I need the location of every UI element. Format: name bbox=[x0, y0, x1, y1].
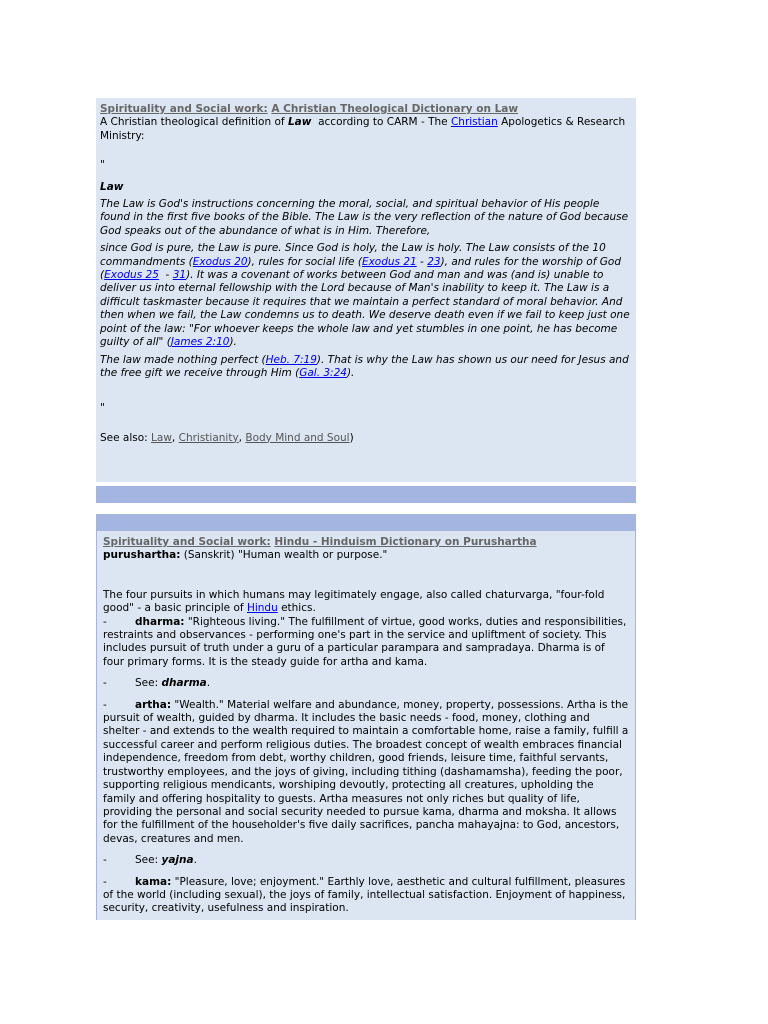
see-dharma bbox=[103, 677, 629, 690]
entry-term: purushartha: bbox=[103, 549, 181, 562]
christian-law-entry bbox=[96, 98, 636, 482]
period: . bbox=[206, 677, 211, 690]
text-span: ). That is why the Law has shown us our need for Jesus and the free gift we receive through Him ( bbox=[100, 353, 629, 379]
text-span: The four pursuits in which humans may legitimately engage, also called chaturvarga, "four-fold good" - a basic principle of bbox=[103, 588, 605, 615]
see-also-law-link[interactable]: Law bbox=[151, 431, 172, 444]
section-header bbox=[103, 536, 629, 549]
see-also-christianity-link[interactable]: Christianity bbox=[178, 431, 239, 444]
artha-item bbox=[103, 699, 629, 846]
entry-def-text: (Sanskrit) "Human wealth or purpose." bbox=[180, 549, 388, 562]
bullet-dash: - bbox=[103, 875, 107, 888]
text-span: The law made nothing perfect ( bbox=[100, 353, 266, 366]
bullet-dash: - bbox=[103, 854, 107, 867]
exodus-31-link[interactable]: 31 bbox=[172, 269, 187, 282]
divider-bar bbox=[96, 486, 636, 503]
intro-text-part: according to CARM - The bbox=[311, 116, 451, 129]
intro-term: Law bbox=[287, 116, 312, 129]
kama-item bbox=[103, 876, 629, 916]
section-header bbox=[100, 103, 632, 116]
see-also-body-mind-soul-link[interactable]: Body Mind and Soul bbox=[245, 431, 350, 444]
entry-term: Law bbox=[100, 180, 124, 193]
close-quote: " bbox=[100, 402, 105, 415]
hebrews-7-19-link[interactable]: Heb. 7:19 bbox=[265, 353, 317, 366]
paragraph-3 bbox=[100, 354, 632, 381]
intro-text bbox=[103, 589, 629, 616]
see-label: See: bbox=[135, 677, 162, 690]
dharma-text: "Righteous living." The fulfillment of virtue, good works, duties and responsibilities, restraints and observances - performing one's part in the service and upliftment of society. This includes pursuit of truth under a guru of a particular parampara and sampradaya. Dharma is of four primary forms. It is the steady guide for artha and kama. bbox=[103, 615, 627, 668]
james-2-10-link[interactable]: James 2:10 bbox=[170, 336, 230, 349]
christian-link[interactable]: Christian bbox=[450, 116, 498, 129]
text-span: - bbox=[416, 255, 428, 268]
see-dharma-term: dharma bbox=[161, 677, 207, 690]
see-also bbox=[100, 432, 632, 445]
see-also-label: See also: bbox=[100, 431, 152, 444]
separator: ) bbox=[349, 431, 354, 444]
divider-bar bbox=[96, 514, 636, 531]
bullet-dash: - bbox=[103, 698, 107, 711]
header-dictionary-link[interactable]: Hindu - Hinduism Dictionary on Purushartha bbox=[274, 536, 537, 548]
bullet-dash: - bbox=[103, 615, 107, 628]
kama-text: "Pleasure, love; enjoyment." Earthly love, aesthetic and cultural fulfillment, pleasures of the world (including sexual), the joys of family, intellectual satisfaction. Enjoyment of happiness, security, creativity, usefulness and inspiration. bbox=[103, 875, 626, 915]
text-span: ethics. bbox=[277, 602, 316, 615]
exodus-20-link[interactable]: Exodus 20 bbox=[192, 255, 248, 268]
exodus-21-link[interactable]: Exodus 21 bbox=[361, 255, 417, 268]
intro-text-part: Apologetics & Research Ministry: bbox=[100, 116, 626, 142]
paragraph-2 bbox=[100, 242, 632, 349]
dharma-item bbox=[103, 616, 629, 670]
intro-text bbox=[100, 116, 632, 143]
separator: , bbox=[171, 431, 179, 444]
text-span: ). It was a covenant of works between God and man and was (and is) unable to deliver us into eternal fellowship with the Lord because of Man's inability to keep it. The Law is a difficult taskmaster because it requires that we maintain a perfect standard of moral behavior. And then when we fail, the Law condemns us to death. We deserve death even if we fail to keep just one point of the law: "For whoever keeps the whole law and yet stumbles in one point, he has become guilty of all" ( bbox=[100, 269, 630, 349]
see-yajna bbox=[103, 854, 629, 867]
text-span: - bbox=[158, 269, 173, 282]
separator: , bbox=[238, 431, 246, 444]
header-prefix-link[interactable]: Spirituality and Social work: bbox=[103, 536, 271, 548]
galatians-3-24-link[interactable]: Gal. 3:24 bbox=[299, 366, 347, 379]
bullet-dash: - bbox=[103, 677, 107, 690]
see-yajna-term: yajna bbox=[161, 854, 194, 867]
text-span: ), and rules for the worship of God ( bbox=[100, 255, 621, 282]
hindu-purushartha-entry bbox=[96, 531, 636, 920]
see-label: See: bbox=[135, 854, 162, 867]
period: . bbox=[193, 854, 197, 867]
header-prefix-link[interactable]: Spirituality and Social work: bbox=[100, 103, 268, 115]
text-span: ). bbox=[346, 366, 355, 379]
intro-text-part: A Christian theological definition of bbox=[100, 116, 288, 129]
text-span: ). bbox=[229, 336, 237, 349]
section-header-prefix bbox=[100, 103, 518, 115]
hindu-link[interactable]: Hindu bbox=[246, 602, 278, 615]
exodus-25-link[interactable]: Exodus 25 bbox=[104, 269, 159, 282]
artha-text: "Wealth." Material welfare and abundance, money, property, possessions. Artha is the pursuit of wealth, guided by dharma. It includes the basic needs - food, money, clothing and shelter - and extends to the wealth required to maintain a comfortable home, raise a family, fulfill a successful career and perform religious duties. The broadest concept of wealth embraces financial independence, freedom from debt, worthy children, good friends, leisure time, faithful servants, trustworthy employees, and the joys of giving, including tithing (dashamamsha), feeding the poor, supporting religious mendicants, worshiping devoutly, protecting all creatures, upholding the family and offering hospitality to guests. Artha measures not only riches but quality of life, providing the personal and social security needed to pursue kama, dharma and moksha. It allows for the fulfillment of the householder's five daily sacrifices, pancha mahayajna: to God, ancestors, devas, creatures and men. bbox=[103, 698, 629, 845]
open-quote: " bbox=[100, 159, 105, 172]
paragraph-1: The Law is God's instructions concerning the moral, social, and spiritual behavior of His people found in the first five books of the Bible. The Law is the very reflection of the nature of God because God speaks out of the abundance of what is in Him. Therefore, bbox=[100, 198, 629, 237]
artha-term: artha: bbox=[135, 698, 172, 711]
header-dictionary-link[interactable]: A Christian Theological Dictionary on Law bbox=[271, 103, 519, 115]
dharma-term: dharma: bbox=[135, 615, 185, 628]
text-span: since God is pure, the Law is pure. Since God is holy, the Law is holy. The Law consists of the 10 commandments ( bbox=[100, 242, 606, 268]
section-header-prefix bbox=[103, 536, 537, 548]
kama-term: kama: bbox=[135, 875, 172, 888]
entry-definition bbox=[103, 549, 629, 562]
exodus-23-link[interactable]: 23 bbox=[427, 255, 441, 268]
text-span: ), rules for social life ( bbox=[247, 255, 362, 268]
